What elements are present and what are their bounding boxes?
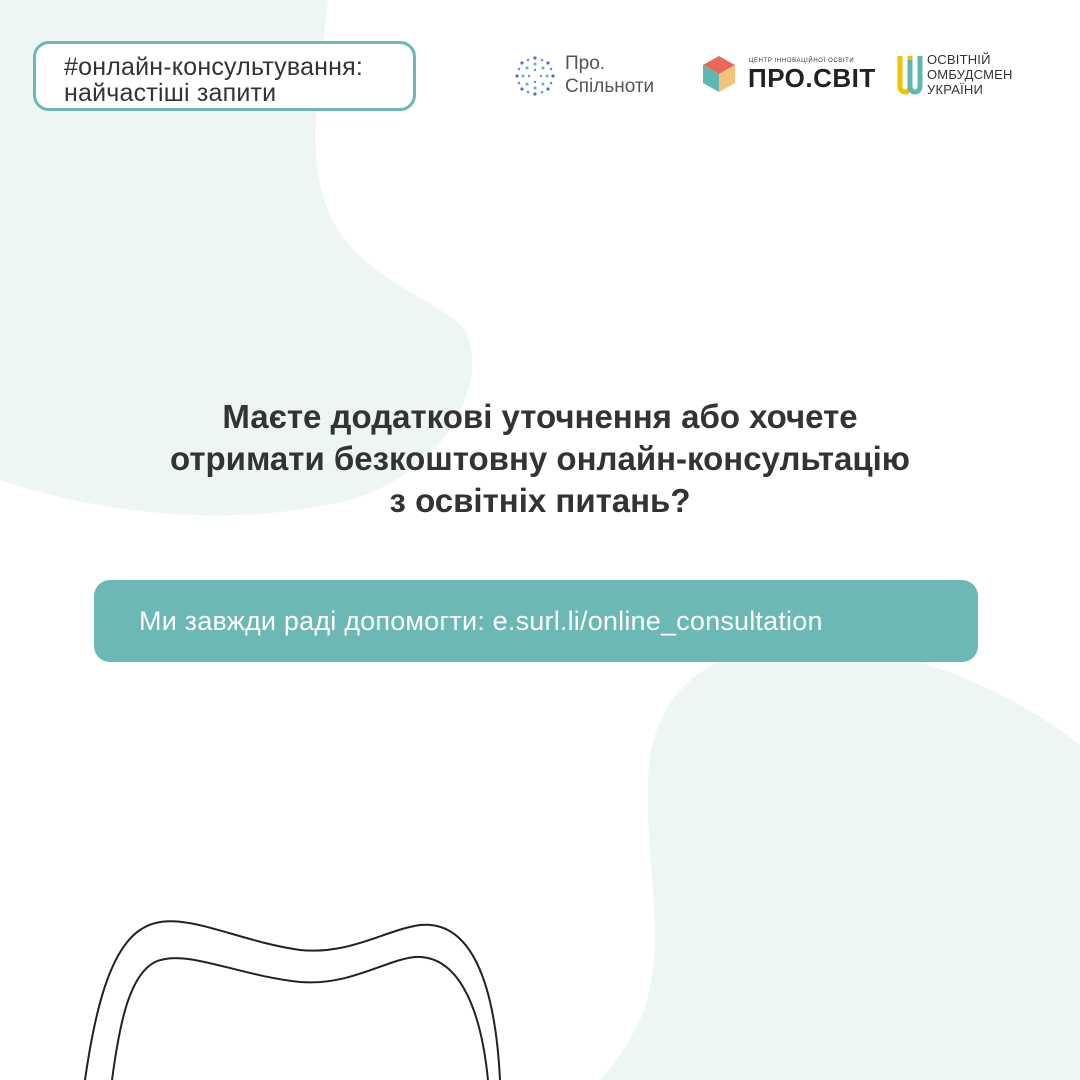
logo-ombudsman: [897, 48, 1037, 108]
hashtag-line-1: #онлайн-консультування:: [64, 53, 364, 81]
dots-burst-icon: [513, 54, 557, 98]
ombudsman-emblem-icon: [897, 50, 923, 96]
logo-ombudsman-line1: ОСВІТНІЙ: [927, 52, 991, 67]
question-line-1: Маєте додаткові уточнення або хочете: [222, 398, 858, 435]
hexagon-cube-icon: [699, 54, 739, 94]
question-line-2: отримати безкоштовну онлайн-консультацію: [170, 440, 910, 477]
logo-pro-line1: Про.: [565, 53, 606, 74]
logo-prosvit-subtitle: ЦЕНТР ІННОВАЦІЙНОЇ ОСВІТИ: [749, 58, 855, 64]
logo-pro-line2: Спільноти: [565, 76, 655, 97]
partner-logos: [0, 48, 1080, 108]
consultation-link-text: Ми завжди раді допомогти: e.surl.li/online_consultation: [139, 605, 823, 636]
main-question: [60, 396, 1020, 522]
hashtag-line-2: найчастіші запити: [64, 79, 277, 107]
consultation-link-banner[interactable]: [94, 580, 978, 662]
question-line-3: з освітніх питань?: [389, 482, 691, 519]
logo-pro-spilnoty: [513, 48, 673, 108]
logo-ombudsman-line2: ОМБУДСМЕН: [927, 67, 1013, 82]
logo-prosvit-title: ПРО.СВІТ: [748, 63, 876, 93]
logo-prosvit: [697, 48, 876, 108]
logo-ombudsman-line3: УКРАЇНИ: [927, 82, 984, 97]
